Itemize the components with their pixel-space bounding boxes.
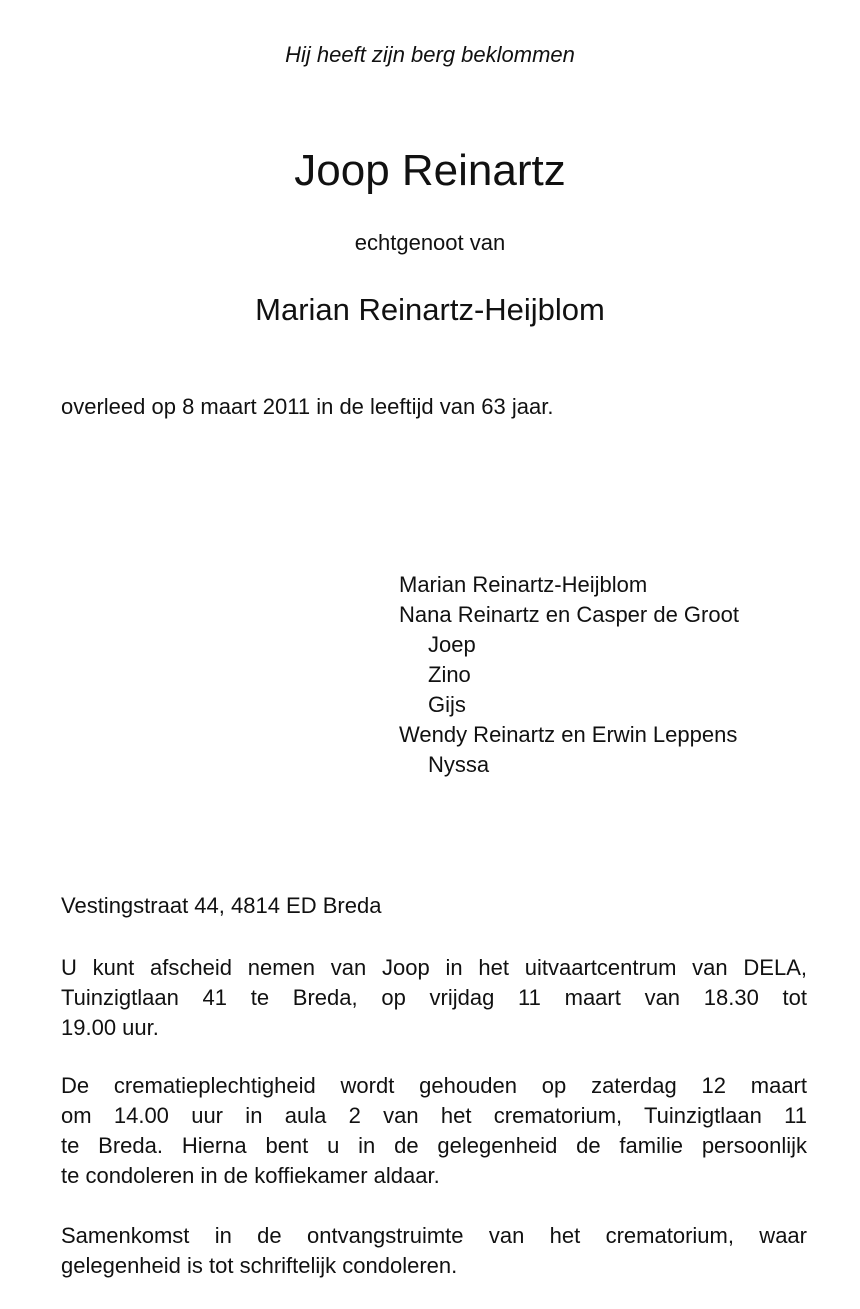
grandchild: Gijs [428,692,466,717]
family-member: Wendy Reinartz en Erwin Leppens [399,722,738,747]
gathering-line: gelegenheid is tot schriftelijk condoleren. [61,1253,458,1278]
motto: Hij heeft zijn berg beklommen [285,42,575,67]
farewell-line: U kunt afscheid nemen van Joop in het uitvaartcentrum van DELA, [61,955,807,980]
gathering-line: Samenkomst in de ontvangstruimte van het crematorium, waar [61,1223,807,1248]
grandchild: Zino [428,662,471,687]
cremation-line: te condoleren in de koffiekamer aldaar. [61,1163,440,1188]
address: Vestingstraat 44, 4814 ED Breda [61,893,382,918]
cremation-line: om 14.00 uur in aula 2 van het crematorium, Tuinzigtlaan 11 [61,1103,807,1128]
spouse-name: Marian Reinartz-Heijblom [255,292,605,327]
farewell-line: Tuinzigtlaan 41 te Breda, op vrijdag 11 maart van 18.30 tot [61,985,807,1010]
cremation-paragraph [61,1071,807,1191]
family-list [399,570,739,780]
death-statement: overleed op 8 maart 2011 in de leeftijd van 63 jaar. [61,394,554,419]
family-member: Nana Reinartz en Casper de Groot [399,602,739,627]
gathering-paragraph [61,1221,807,1281]
farewell-paragraph [61,953,807,1043]
family-member: Marian Reinartz-Heijblom [399,572,648,597]
grandchild: Nyssa [428,752,490,777]
grandchild: Joep [428,632,476,657]
deceased-name: Joop Reinartz [294,146,566,195]
cremation-line: De crematieplechtigheid wordt gehouden op zaterdag 12 maart [61,1073,807,1098]
relation-label: echtgenoot van [354,230,506,255]
cremation-line: te Breda. Hierna bent u in de gelegenheid de familie persoonlijk [61,1133,807,1158]
farewell-line: 19.00 uur. [61,1015,159,1040]
